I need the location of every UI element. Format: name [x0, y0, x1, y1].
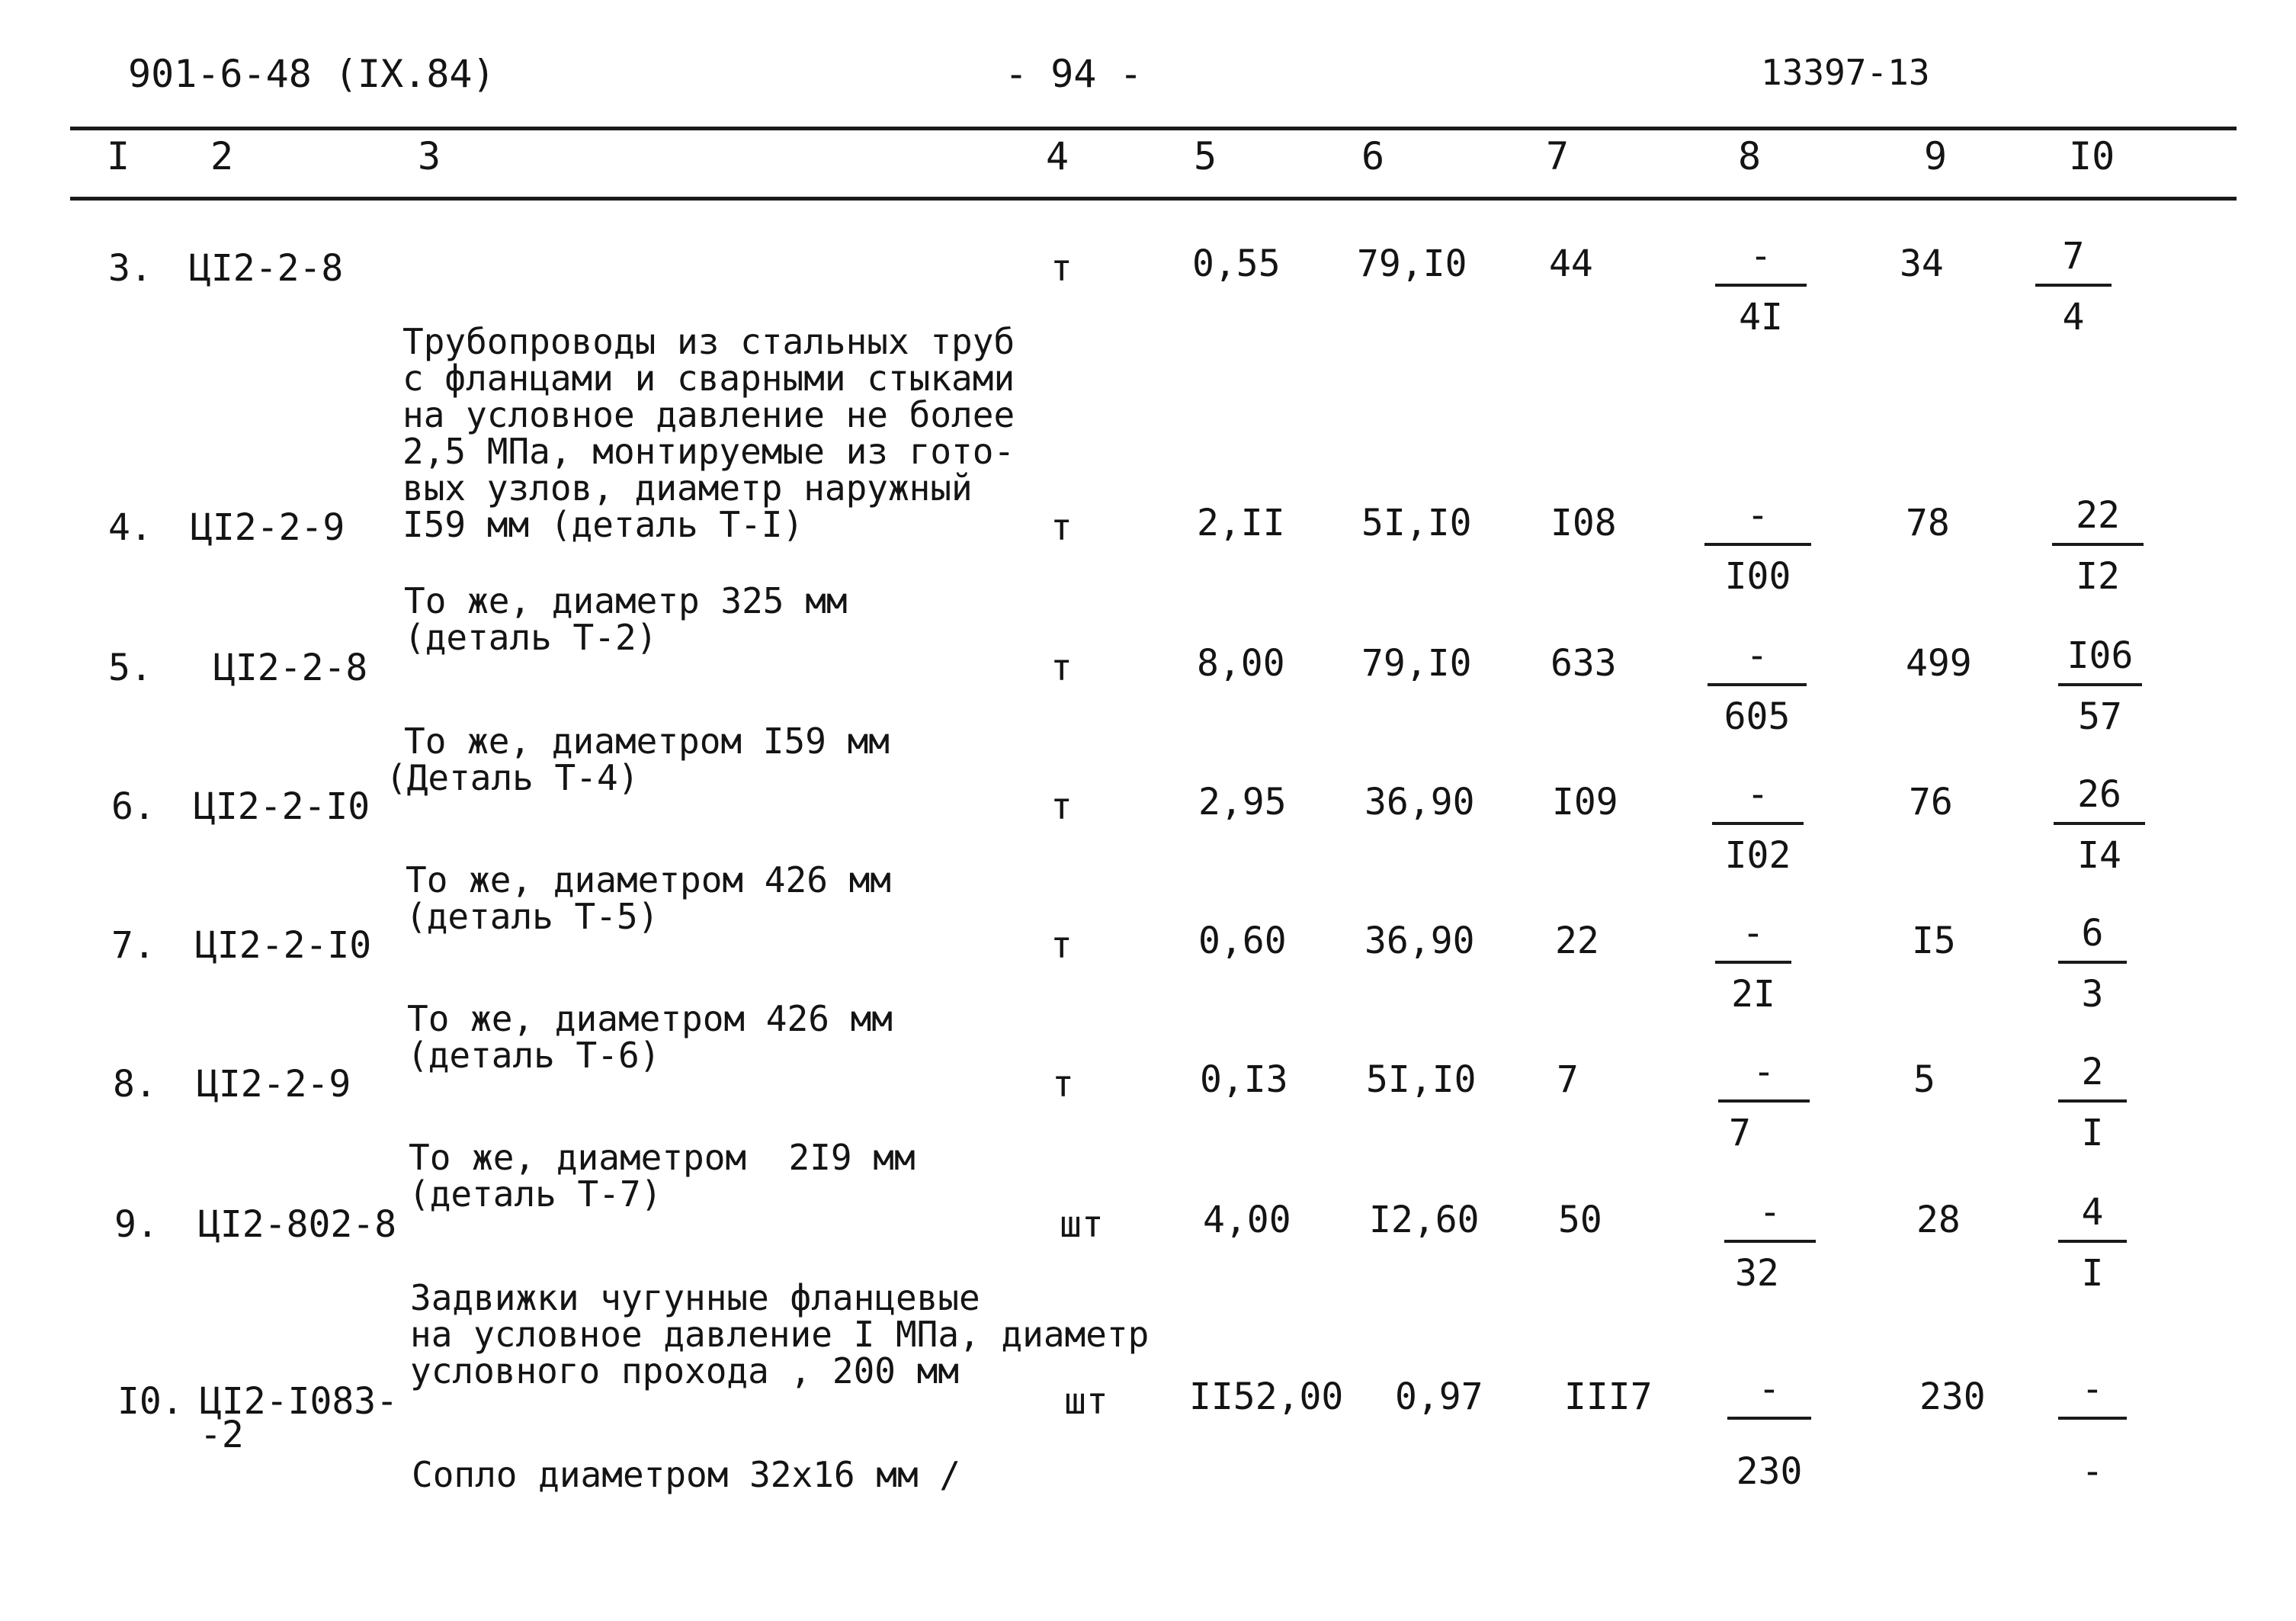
sheet-code: 13397-13: [1761, 52, 1930, 93]
column-10-fraction: $\frac{7}{4}$: [2035, 238, 2112, 335]
rate-code: ЦI2-2-8: [213, 647, 368, 689]
column-9-value: 5: [1913, 1058, 1935, 1101]
column-9-value: 34: [1900, 242, 1944, 285]
quantity: 8,00: [1197, 642, 1285, 685]
page-number: - 94 -: [1005, 52, 1143, 96]
column-8-fraction: - 32: [1724, 1194, 1816, 1292]
unit-price: 79,I0: [1357, 242, 1467, 285]
quantity: 0,I3: [1200, 1058, 1288, 1101]
column-10-fraction: $\frac{26}{I4}$: [2054, 776, 2145, 874]
unit-price: 79,I0: [1361, 642, 1472, 685]
column-header: 7: [1546, 134, 1570, 178]
rate-code: ЦI2-I083-: [200, 1380, 399, 1423]
column-10-fraction: $\frac{I06}{57}$: [2058, 637, 2142, 735]
document-code: 901-6-48 (IX.84): [128, 52, 495, 96]
column-header: 6: [1361, 134, 1385, 178]
quantity: 0,60: [1198, 920, 1287, 962]
unit: шт: [1060, 1203, 1104, 1246]
column-8-fraction: - 605: [1708, 637, 1807, 735]
unit: т: [1050, 506, 1073, 549]
column-10-fraction: $\frac{4}{I}$: [2058, 1194, 2127, 1292]
total-cost: 22: [1555, 920, 1599, 962]
column-8-fraction: - I00: [1704, 497, 1811, 595]
table-top-rule: [70, 127, 2237, 130]
row-number: 6.: [111, 785, 156, 828]
rate-code: ЦI2-2-I0: [194, 785, 370, 828]
quantity: 4,00: [1203, 1199, 1291, 1241]
table-header-rule: [70, 197, 2237, 201]
rate-code: ЦI2-2-9: [197, 1063, 351, 1106]
total-cost: III7: [1564, 1375, 1653, 1418]
column-header: 3: [418, 134, 441, 178]
unit-price: 5I,I0: [1366, 1058, 1477, 1101]
row-number: 7.: [111, 924, 156, 967]
unit-price: 0,97: [1395, 1375, 1483, 1418]
unit: т: [1050, 247, 1073, 290]
column-10-fraction: $\frac{6}{3}$: [2058, 915, 2127, 1013]
unit-price: I2,60: [1369, 1199, 1480, 1241]
column-8-fraction: - 230: [1727, 1371, 1811, 1490]
row-number: 3.: [108, 247, 152, 290]
column-header: I: [107, 134, 130, 178]
row-number: 8.: [113, 1063, 157, 1106]
row-description: То же, диаметром 426 мм (деталь Т-5): [406, 859, 891, 937]
row-number: 5.: [108, 647, 152, 689]
total-cost: 44: [1549, 242, 1593, 285]
column-header: 5: [1194, 134, 1217, 178]
column-8-fraction: - 4I: [1715, 238, 1807, 335]
total-cost: I08: [1550, 502, 1617, 544]
column-9-value: 499: [1906, 642, 1972, 685]
unit: т: [1050, 924, 1073, 967]
row-description: То же, диаметром 2I9 мм (деталь Т-7): [409, 1137, 916, 1215]
column-9-value: 230: [1919, 1375, 1986, 1418]
unit-price: 5I,I0: [1361, 502, 1472, 544]
row-description: То же, диаметром I59 мм (Деталь Т-4): [386, 721, 890, 798]
row-description: То же, диаметр 325 мм (деталь Т-2): [404, 580, 848, 658]
unit-price: 36,90: [1364, 781, 1475, 823]
unit-price: 36,90: [1364, 920, 1475, 962]
row-number: 9.: [114, 1203, 159, 1246]
column-header: 2: [210, 134, 234, 178]
total-cost: 633: [1550, 642, 1617, 685]
column-10-fraction: $\frac{22}{I2}$: [2052, 497, 2144, 595]
quantity: 2,II: [1197, 502, 1285, 544]
quantity: 0,55: [1192, 242, 1281, 285]
unit: т: [1050, 647, 1073, 689]
column-10-fraction: - -: [2058, 1371, 2127, 1490]
column-header: 9: [1924, 134, 1948, 178]
total-cost: 50: [1558, 1199, 1602, 1241]
column-9-value: 76: [1909, 781, 1953, 823]
row-description: То же, диаметром 426 мм (деталь Т-6): [407, 998, 893, 1076]
row-number: I0.: [117, 1380, 184, 1423]
rate-code-continuation: -2: [200, 1414, 244, 1456]
column-9-value: 28: [1916, 1199, 1961, 1241]
column-header: I0: [2069, 134, 2115, 178]
column-8-fraction: - 7: [1718, 1054, 1810, 1151]
unit: т: [1052, 1063, 1074, 1106]
rate-code: ЦI2-2-8: [189, 247, 344, 290]
total-cost: I09: [1552, 781, 1618, 823]
column-9-value: 78: [1906, 502, 1950, 544]
row-description: Задвижки чугунные фланцевые на условное давление I МПа, диаметр условного прохода , 200 мм: [410, 1277, 1150, 1391]
unit: шт: [1064, 1380, 1108, 1423]
row-number: 4.: [108, 506, 152, 549]
column-8-fraction: - 2I: [1715, 915, 1791, 1013]
quantity: 2,95: [1198, 781, 1287, 823]
column-8-fraction: - I02: [1712, 776, 1804, 874]
row-description: Трубопроводы из стальных труб с фланцами и сварными стыками на условное давление не более 2,5 МПа, монтируемые из гото- вых узлов, диаметр наружный I59 мм (деталь Т-I): [402, 321, 1015, 545]
column-9-value: I5: [1912, 920, 1956, 962]
row-description: Сопло диаметром 32х16 мм /: [412, 1454, 961, 1495]
total-cost: 7: [1557, 1058, 1579, 1101]
rate-code: ЦI2-2-I0: [195, 924, 372, 967]
column-header: 4: [1046, 134, 1069, 178]
unit: т: [1050, 785, 1073, 828]
rate-code: ЦI2-2-9: [191, 506, 345, 549]
column-header: 8: [1738, 134, 1762, 178]
rate-code: ЦI2-802-8: [198, 1203, 397, 1246]
column-10-fraction: $\frac{2}{I}$: [2058, 1054, 2127, 1151]
quantity: II52,00: [1189, 1375, 1344, 1418]
